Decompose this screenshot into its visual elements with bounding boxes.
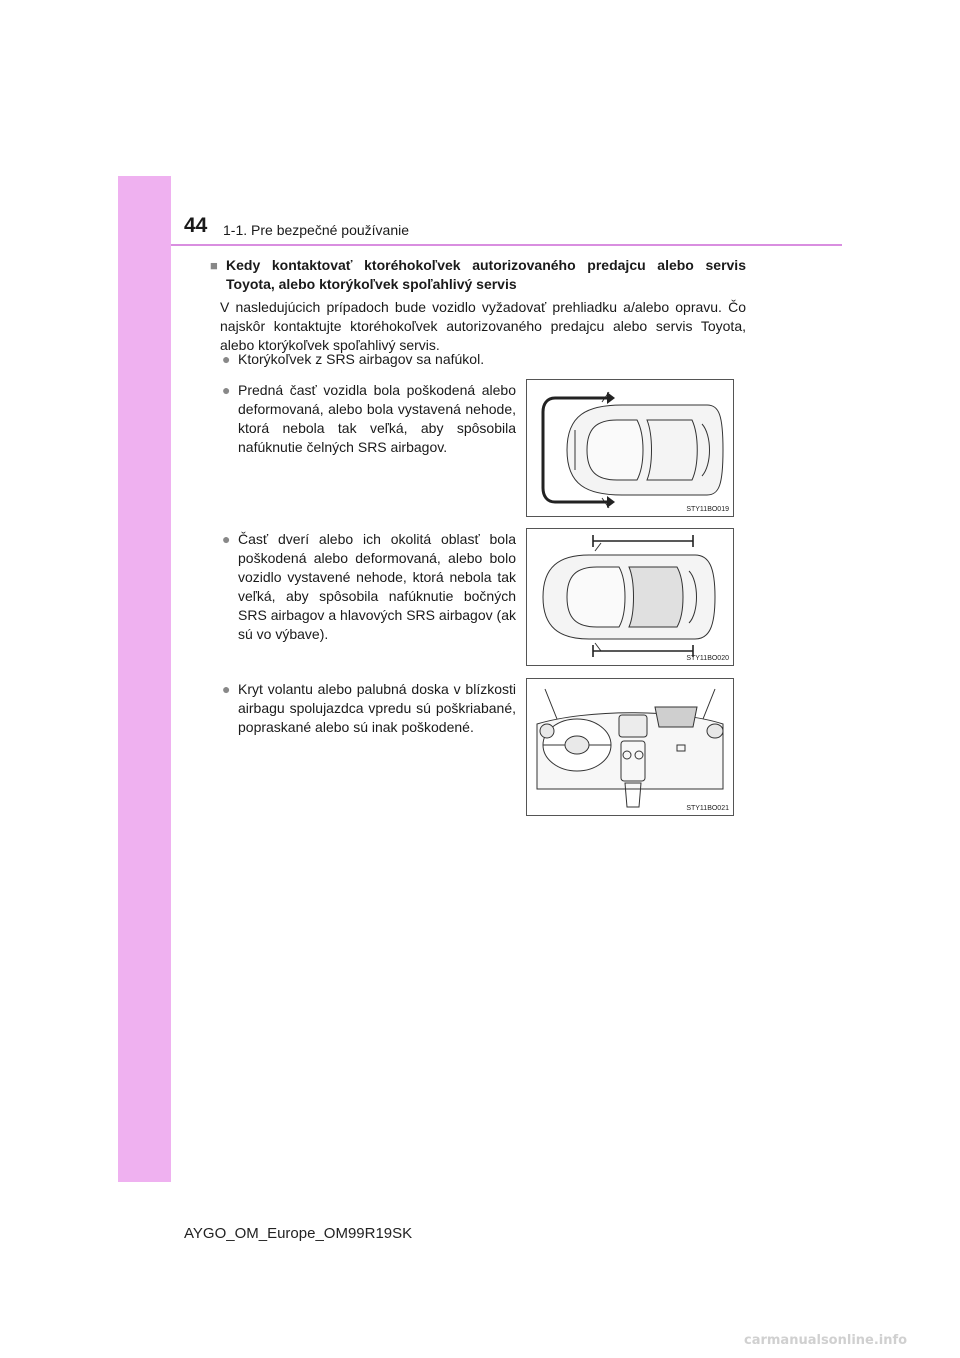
bullet-item-4 [222,680,516,737]
bullet-dot-icon: ● [222,531,231,547]
header-divider [171,244,842,246]
intro-paragraph: V nasledujúcich prípadoch bude vozidlo vyžadovať prehliadku a/alebo opravu. Čo najskôr kontaktujte ktoréhokoľvek autorizovaného predajcu alebo servis Toyota, alebo ktorýkoľvek spoľahlivý servis. [220,299,746,353]
bullet-text: Kryt volantu alebo palubná doska v blízkosti airbagu spolujazdca vpredu sú poškriabané, popraskané alebo sú inak poškodené. [238,681,516,735]
watermark-text: carmanualsonline.info [744,1333,908,1348]
page-number: 44 [184,214,208,237]
bullet-dot-icon: ● [222,681,231,697]
figure-code: STY11BO019 [686,506,729,513]
figure-dashboard [526,678,734,816]
bullet-text: Predná časť vozidla bola poškodená alebo deformovaná, alebo bola vystavená nehode, ktorá nebola tak veľká, aby spôsobila nafúknutie čelných SRS airbagov. [238,382,516,455]
bullet-text: Časť dverí alebo ich okolitá oblasť bola poškodená alebo deformovaná, alebo bolo vozidlo vystavené nehode, ktorá nebola tak veľká, aby spôsobila nafúknutie bočných SRS airbagov a hlavových SRS airbagov (ak sú vo výbave). [238,531,516,642]
bullet-dot-icon: ● [222,351,231,367]
square-bullet-icon: ■ [210,258,218,273]
heading-text: Kedy kontaktovať ktoréhokoľvek autorizovaného predajcu alebo servis Toyota, alebo ktorýkoľvek spoľahlivý servis [226,257,746,292]
figure-code: STY11BO021 [686,805,729,812]
bullet-item-1 [222,350,518,369]
bullet-item-3 [222,530,516,644]
section-title: 1-1. Pre bezpečné používanie [223,222,410,238]
bullet-item-2 [222,381,516,457]
car-front-damage-illustration [527,380,733,516]
section-body [210,256,746,355]
bullet-text: Ktorýkoľvek z SRS airbagov sa nafúkol. [238,351,485,367]
car-side-damage-illustration [527,529,733,665]
figure-side-damage [526,528,734,666]
footer-document-id: AYGO_OM_Europe_OM99R19SK [184,1225,413,1242]
dashboard-illustration [527,679,733,815]
section-tab-band [118,176,171,1182]
watermark-logo [744,1329,954,1354]
figure-code: STY11BO020 [686,655,729,662]
bullet-dot-icon: ● [222,382,231,398]
figure-front-damage [526,379,734,517]
section-heading [210,256,746,294]
